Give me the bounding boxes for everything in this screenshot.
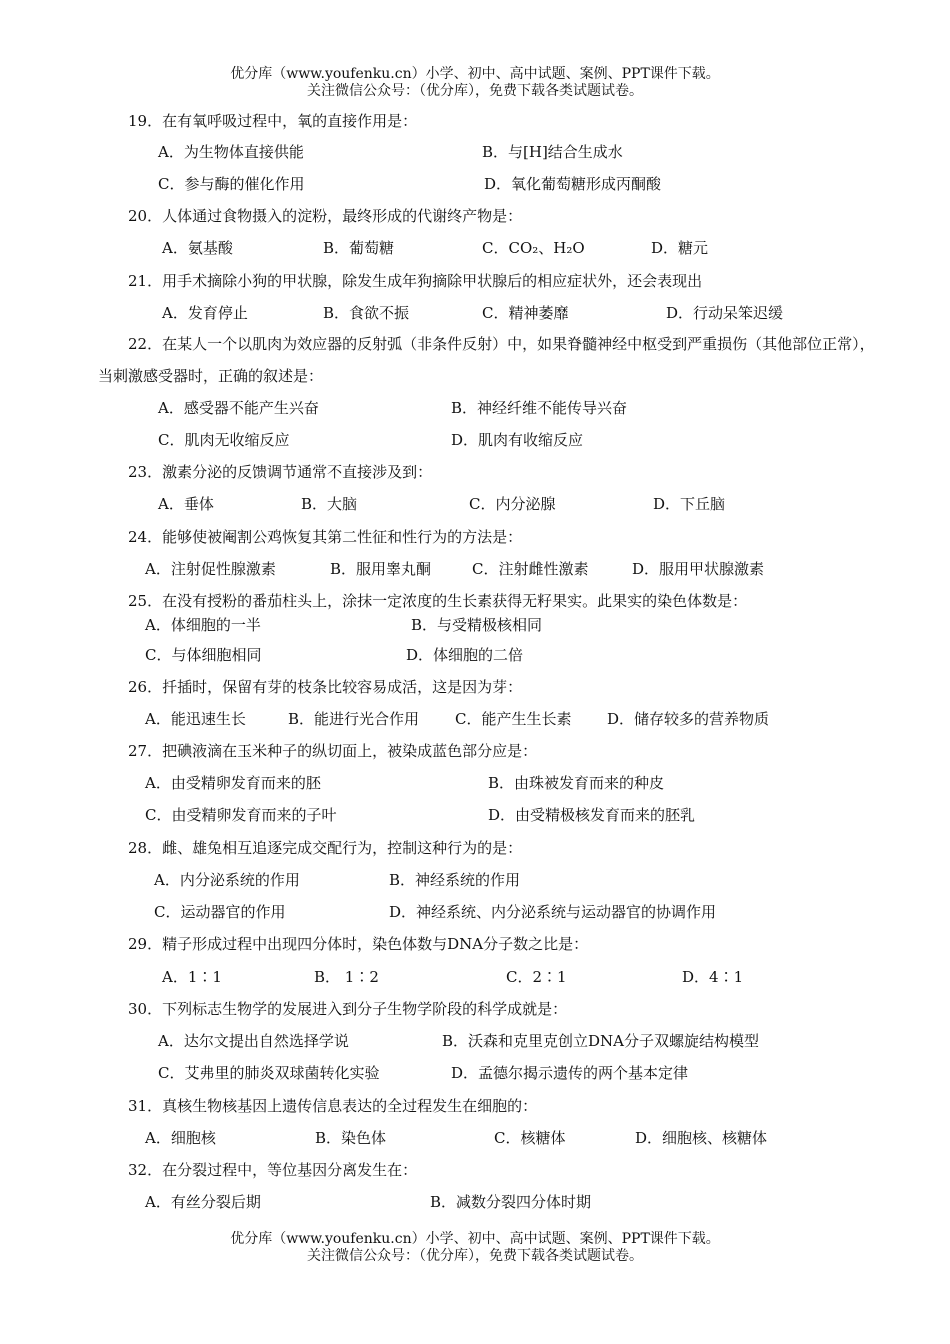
option-25-d: D．体细胞的二倍 [406,646,524,664]
option-22-b: B．神经纤维不能传导兴奋 [451,399,628,417]
option-30-d: D．孟德尔揭示遗传的两个基本定律 [451,1064,689,1082]
option-32-b: B．减数分裂四分体时期 [430,1193,592,1211]
question-24 [0,526,950,558]
option-20-b: B．葡萄糖 [323,239,395,257]
option-26-a: A．能迅速生长 [145,710,246,728]
option-22-a: A．感受器不能产生兴奋 [158,399,319,417]
option-20-a: A．氨基酸 [162,239,233,257]
option-19-b: B．与[H]结合生成水 [482,143,623,161]
option-28-a: A．内分泌系统的作用 [154,871,300,889]
option-28-c: C．运动器官的作用 [154,903,286,921]
option-30-b: B．沃森和克里克创立DNA分子双螺旋结构模型 [442,1032,760,1050]
question-stem: 31．真核生物核基因上遗传信息表达的全过程发生在细胞的： [128,1097,538,1115]
option-31-a: A．细胞核 [145,1129,216,1147]
option-29-c: C．2∶1 [506,968,567,986]
question-stem: 23．激素分泌的反馈调节通常不直接涉及到： [128,463,433,481]
option-23-d: D．下丘脑 [653,495,726,513]
question-31 [0,1095,950,1127]
question-stem: 21．用手术摘除小狗的甲状腺，除发生成年狗摘除甲状腺后的相应症状外，还会表现出 [128,272,703,290]
option-25-c: C．与体细胞相同 [145,646,262,664]
question-stem: 28．雌、雄兔相互追逐完成交配行为，控制这种行为的是： [128,839,523,857]
option-21-c: C．精神萎靡 [482,304,569,322]
option-21-d: D．行动呆笨迟缓 [666,304,784,322]
option-24-b: B．服用睾丸酮 [330,560,432,578]
question-stem: 26．扦插时，保留有芽的枝条比较容易成活，这是因为芽： [128,678,523,696]
option-26-b: B．能进行光合作用 [288,710,420,728]
option-27-c: C．由受精卵发育而来的子叶 [145,806,337,824]
option-25-a: A．体细胞的一半 [145,616,261,634]
option-28-b: B．神经系统的作用 [389,871,521,889]
option-31-b: B．染色体 [315,1129,387,1147]
page-footer [0,1231,950,1265]
question-20 [0,205,950,237]
option-21-b: B．食欲不振 [323,304,410,322]
option-24-d: D．服用甲状腺激素 [632,560,765,578]
option-23-a: A．垂体 [158,495,214,513]
option-20-c: C．CO₂、H₂O [482,239,585,257]
option-30-c: C．艾弗里的肺炎双球菌转化实验 [158,1064,380,1082]
question-stem: 24．能够使被阉割公鸡恢复其第二性征和性行为的方法是： [128,528,523,546]
option-25-b: B．与受精极核相同 [411,616,543,634]
option-30-a: A．达尔文提出自然选择学说 [158,1032,349,1050]
option-26-d: D．储存较多的营养物质 [607,710,770,728]
question-26 [0,676,950,708]
question-stem: 22．在某人一个以肌肉为效应器的反射弧（非条件反射）中，如果脊髓神经中枢受到严重损伤（其他部位正常），当刺激感受器时，正确的叙述是： [98,335,875,385]
header-line-2: 关注微信公众号：（优分库），免费下载各类试题试卷。 [307,83,643,99]
page-header [0,66,950,100]
question-28 [0,837,950,869]
option-26-c: C．能产生生长素 [455,710,572,728]
question-stem: 20．人体通过食物摄入的淀粉，最终形成的代谢终产物是： [128,207,523,225]
question-21 [0,270,950,302]
option-29-a: A．1∶1 [162,968,222,986]
option-23-b: B．大脑 [301,495,358,513]
question-stem: 19．在有氧呼吸过程中，氧的直接作用是： [128,112,418,130]
footer-line-2: 关注微信公众号：（优分库），免费下载各类试题试卷。 [307,1248,643,1264]
option-27-b: B．由珠被发育而来的种皮 [488,774,665,792]
question-19 [0,110,950,142]
question-22 [0,334,950,394]
option-19-c: C．参与酶的催化作用 [158,175,305,193]
question-23 [0,461,950,493]
footer-line-1: 优分库（www.youfenku.cn）小学、初中、高中试题、案例、PPT课件下载。 [230,1231,720,1247]
option-32-a: A．有丝分裂后期 [145,1193,261,1211]
question-27 [0,740,950,772]
question-stem: 25．在没有授粉的番茄柱头上，涂抹一定浓度的生长素获得无籽果实。此果实的染色体数是： [128,592,748,610]
question-29 [0,933,950,965]
option-28-d: D．神经系统、内分泌系统与运动器官的协调作用 [389,903,717,921]
question-stem: 27．把碘液滴在玉米种子的纵切面上，被染成蓝色部分应是： [128,742,538,760]
option-24-c: C．注射雌性激素 [472,560,589,578]
option-19-a: A．为生物体直接供能 [158,143,304,161]
question-32 [0,1159,950,1191]
option-24-a: A．注射促性腺激素 [145,560,276,578]
option-27-a: A．由受精卵发育而来的胚 [145,774,321,792]
option-22-c: C．肌肉无收缩反应 [158,431,290,449]
option-19-d: D．氧化葡萄糖形成丙酮酸 [484,175,662,193]
option-31-d: D．细胞核、核糖体 [635,1129,768,1147]
question-30 [0,998,950,1030]
option-22-d: D．肌肉有收缩反应 [451,431,584,449]
header-line-1: 优分库（www.youfenku.cn）小学、初中、高中试题、案例、PPT课件下载。 [230,66,720,82]
option-23-c: C．内分泌腺 [469,495,556,513]
option-31-c: C．核糖体 [494,1129,566,1147]
question-stem: 32．在分裂过程中，等位基因分离发生在： [128,1161,418,1179]
option-29-d: D．4∶1 [682,968,744,986]
option-20-d: D．糖元 [651,239,709,257]
option-27-d: D．由受精极核发育而来的胚乳 [488,806,696,824]
question-stem: 29．精子形成过程中出现四分体时，染色体数与DNA分子数之比是： [128,935,589,953]
question-stem: 30．下列标志生物学的发展进入到分子生物学阶段的科学成就是： [128,1000,568,1018]
option-29-b: B． 1∶2 [314,968,379,986]
option-21-a: A．发育停止 [162,304,248,322]
